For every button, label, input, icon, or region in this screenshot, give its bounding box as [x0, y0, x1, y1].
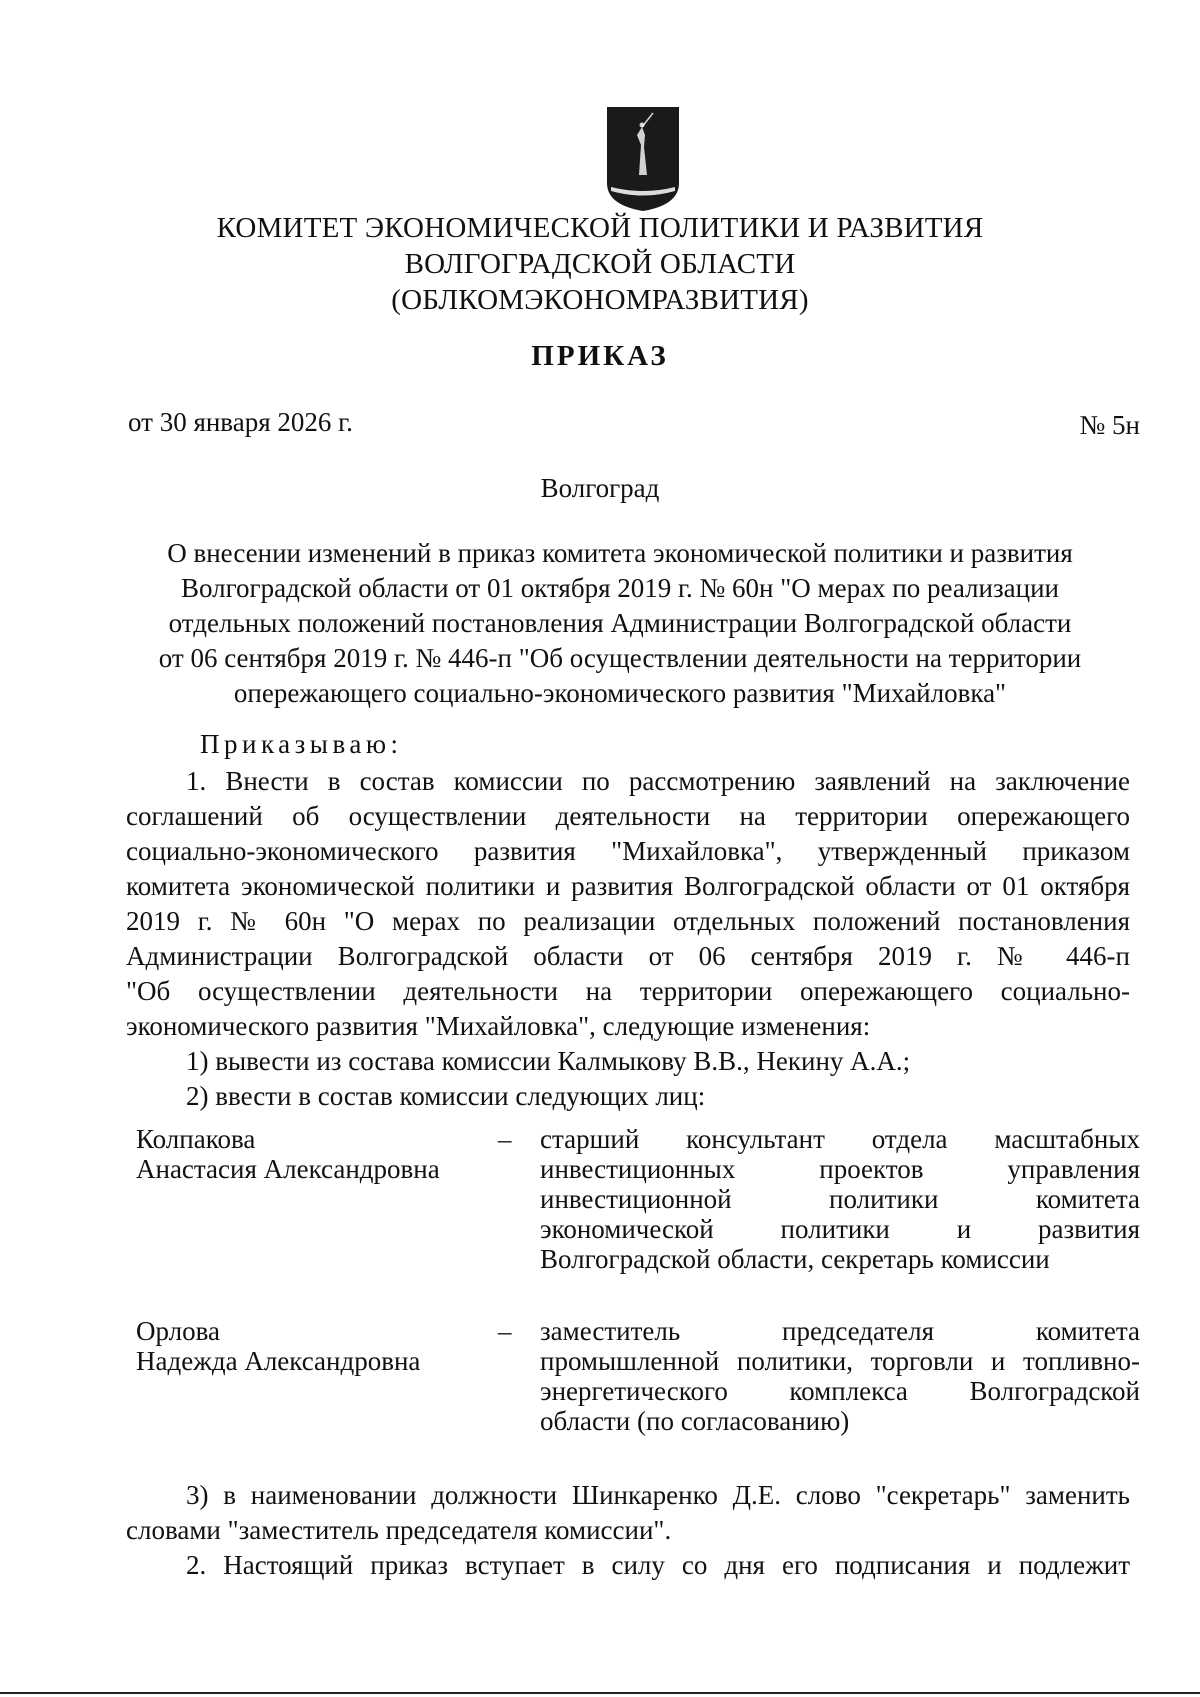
order-word: Приказываю: [200, 729, 403, 759]
page-bottom-edge [0, 1692, 1200, 1694]
subject-line: опережающего социально-экономического развития "Михайловка" [233, 678, 1007, 708]
item-2: 2) ввести в состав комиссии следующих лиц: [186, 1081, 706, 1111]
position-line: Волгоградской области, секретарь комиссии [540, 1244, 1050, 1274]
position-line: инвестиционной политики комитета [540, 1184, 1140, 1214]
document-number: № 5н [1079, 410, 1140, 440]
paragraph-line: 1. Внести в состав комиссии по рассмотрению заявлений на заключение [186, 766, 1130, 796]
position-line: инвестиционных проектов управления [540, 1154, 1140, 1184]
position-line: экономической политики и развития [540, 1214, 1140, 1244]
paragraph-line: комитета экономической политики и развития Волгоградской области от 01 октября [126, 871, 1130, 901]
paragraph-line: 3) в наименовании должности Шинкаренко Д.Е. слово "секретарь" заменить [186, 1480, 1130, 1510]
paragraph-line: словами "заместитель председателя комиссии". [126, 1515, 672, 1545]
position-line: промышленной политики, торговли и топливно- [540, 1346, 1140, 1376]
item-3 [126, 1478, 1130, 1548]
member-dash: – [498, 1124, 512, 1154]
paragraph-line: 2. Настоящий приказ вступает в силу со дня его подписания и подлежит [186, 1550, 1130, 1580]
member-surname: Колпакова [136, 1124, 256, 1154]
member-given-names: Анастасия Александровна [136, 1154, 440, 1184]
subject-line: от 06 сентября 2019 г. № 446-п "Об осуществлении деятельности на территории [158, 643, 1082, 673]
document-type: ПРИКАЗ [531, 340, 669, 372]
paragraph-line: Администрации Волгоградской области от 06 сентября 2019 г. № 446-п [126, 941, 1130, 971]
subject-line: Волгоградской области от 01 октября 2019 г. № 60н "О мерах по реализации [181, 573, 1059, 603]
paragraph-line: "Об осуществлении деятельности на территории опережающего социально- [126, 976, 1130, 1006]
item-1: 1) вывести из состава комиссии Калмыкову В.В., Некину А.А.; [186, 1046, 911, 1076]
organization-name [150, 210, 1050, 318]
org-line-3: (ОБЛКОМЭКОНОМРАЗВИТИЯ) [391, 284, 809, 316]
member-position [540, 1124, 1140, 1274]
position-line: заместитель председателя комитета [540, 1316, 1140, 1346]
member-name [136, 1316, 476, 1376]
paragraph-2 [126, 1548, 1130, 1583]
position-line: энергетического комплекса Волгоградской [540, 1376, 1140, 1406]
document-subject [120, 536, 1120, 711]
member-surname: Орлова [136, 1316, 220, 1346]
org-line-1: КОМИТЕТ ЭКОНОМИЧЕСКОЙ ПОЛИТИКИ И РАЗВИТИЯ [216, 212, 984, 244]
member-position [540, 1316, 1140, 1436]
org-line-2: ВОЛГОГРАДСКОЙ ОБЛАСТИ [404, 248, 796, 280]
subject-line: О внесении изменений в приказ комитета экономической политики и развития [167, 538, 1073, 568]
subject-line: отдельных положений постановления Администрации Волгоградской области [168, 608, 1072, 638]
document-date: от 30 января 2026 г. [128, 407, 353, 437]
member-name [136, 1124, 476, 1184]
paragraph-1 [126, 764, 1130, 1114]
volgograd-coat-of-arms-icon [605, 105, 681, 213]
document-city: Волгоград [540, 473, 660, 503]
paragraph-line: социально-экономического развития "Михайловка", утвержденный приказом [126, 836, 1130, 866]
paragraph-line: 2019 г. № 60н "О мерах по реализации отдельных положений постановления [126, 906, 1130, 936]
member-dash: – [498, 1316, 512, 1346]
member-given-names: Надежда Александровна [136, 1346, 421, 1376]
position-line: области (по согласованию) [540, 1406, 850, 1436]
position-line: старший консультант отдела масштабных [540, 1124, 1140, 1154]
paragraph-line: экономического развития "Михайловка", следующие изменения: [126, 1011, 871, 1041]
paragraph-line: соглашений об осуществлении деятельности на территории опережающего [126, 801, 1130, 831]
